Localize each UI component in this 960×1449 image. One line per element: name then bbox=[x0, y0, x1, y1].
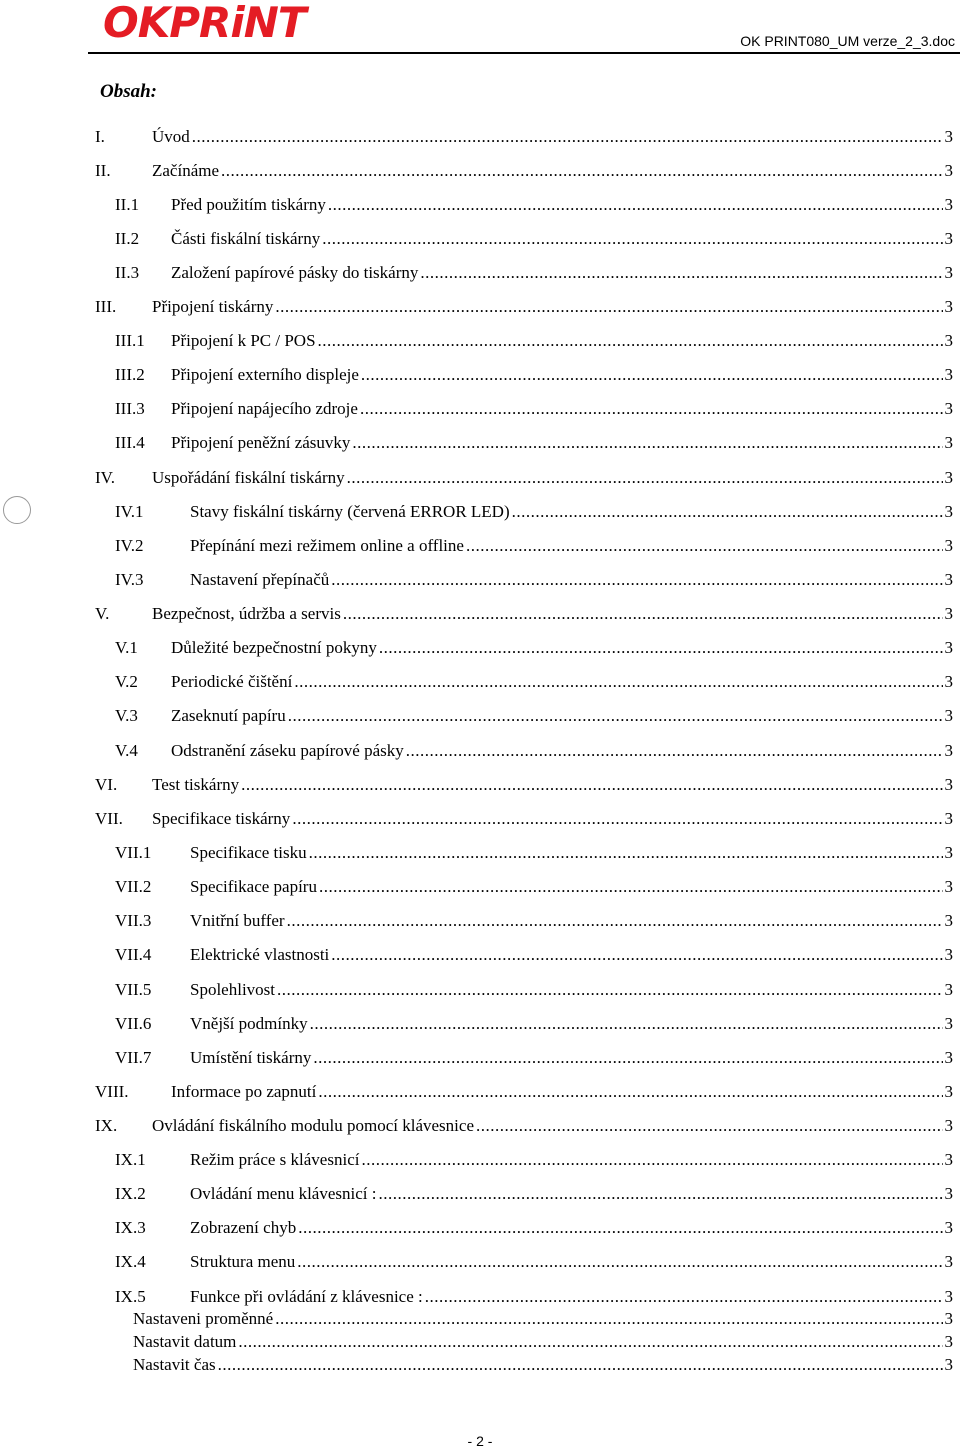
toc-dot-leader bbox=[297, 1250, 942, 1274]
toc-entry-number: III.3 bbox=[115, 399, 145, 418]
toc-entry-title: Nastavit čas bbox=[133, 1355, 216, 1374]
toc-entry-title: Před použitím tiskárny bbox=[171, 195, 326, 214]
toc-entry-number: V.2 bbox=[115, 672, 138, 691]
toc-entry[interactable] bbox=[0, 534, 960, 558]
page-number: - 2 - bbox=[467, 1433, 493, 1449]
toc-dot-leader bbox=[361, 1148, 942, 1172]
toc-entry-number: IX. bbox=[95, 1116, 118, 1135]
toc-dot-leader bbox=[352, 431, 942, 455]
toc-entry-title: Vnější podmínky bbox=[190, 1014, 308, 1033]
toc-entry-number: V.1 bbox=[115, 638, 138, 657]
toc-entry[interactable] bbox=[0, 875, 960, 899]
toc-entry-title: Nastavení přepínačů bbox=[190, 570, 330, 589]
toc-entry[interactable] bbox=[0, 909, 960, 933]
toc-entry-title: Připojení tiskárny bbox=[152, 297, 274, 316]
toc-dot-leader bbox=[313, 1046, 942, 1070]
toc-entry-number: IX.5 bbox=[115, 1287, 146, 1306]
toc-entry-page: 3 bbox=[944, 1184, 953, 1203]
toc-entry-title: Periodické čištění bbox=[171, 672, 293, 691]
toc-entry-page: 3 bbox=[944, 911, 953, 930]
toc-entry-title: Specifikace tiskárny bbox=[152, 809, 291, 828]
toc-entry-page: 3 bbox=[944, 1355, 953, 1374]
toc-entry-number: VI. bbox=[95, 775, 118, 794]
toc-entry-title: Umístění tiskárny bbox=[190, 1048, 312, 1067]
toc-dot-leader bbox=[466, 534, 943, 558]
toc-entry-page: 3 bbox=[944, 775, 953, 794]
toc-entry[interactable] bbox=[0, 841, 960, 865]
toc-entry[interactable] bbox=[0, 1353, 960, 1377]
toc-entry-number: VII.3 bbox=[115, 911, 152, 930]
toc-entry-number: V.3 bbox=[115, 706, 138, 725]
toc-entry-page: 3 bbox=[944, 1014, 953, 1033]
toc-dot-leader bbox=[275, 295, 942, 319]
toc-entry-title: Důležité bezpečnostní pokyny bbox=[171, 638, 377, 657]
toc-entry-number: VII.1 bbox=[115, 843, 152, 862]
toc-dot-leader bbox=[361, 363, 943, 387]
toc-dot-leader bbox=[287, 909, 943, 933]
toc-entry-title: Test tiskárny bbox=[152, 775, 240, 794]
toc-dot-leader bbox=[192, 125, 943, 149]
toc-heading: Obsah: bbox=[100, 81, 158, 102]
toc-entry-page: 3 bbox=[944, 604, 953, 623]
toc-entry-number: V. bbox=[95, 604, 110, 623]
toc-dot-leader bbox=[319, 875, 943, 899]
logo-ok-text: OK bbox=[103, 0, 170, 47]
toc-entry-title: Úvod bbox=[152, 127, 190, 146]
toc-entry-page: 3 bbox=[944, 1309, 953, 1328]
toc-entry[interactable] bbox=[0, 1012, 960, 1036]
toc-entry-number: III.4 bbox=[115, 433, 145, 452]
toc-entry[interactable] bbox=[0, 1307, 960, 1331]
toc-entry-title: Spolehlivost bbox=[190, 980, 276, 999]
toc-entry-title: Připojení peněžní zásuvky bbox=[171, 433, 351, 452]
toc-entry-title: Přepínání mezi režimem online a offline bbox=[190, 536, 464, 555]
toc-entry[interactable] bbox=[0, 500, 960, 524]
toc-entry-page: 3 bbox=[944, 502, 953, 521]
toc-dot-leader bbox=[322, 227, 942, 251]
toc-entry[interactable] bbox=[0, 1148, 960, 1172]
toc-entry-page: 3 bbox=[944, 809, 953, 828]
toc-entry-number: IX.1 bbox=[115, 1150, 146, 1169]
toc-dot-leader bbox=[288, 704, 943, 728]
toc-entry-page: 3 bbox=[944, 877, 953, 896]
toc-entry-number: II.3 bbox=[115, 263, 140, 282]
toc-entry-number: IX.3 bbox=[115, 1218, 146, 1237]
toc-entry[interactable] bbox=[0, 670, 960, 694]
toc-entry[interactable] bbox=[0, 261, 960, 285]
toc-entry-title: Funkce při ovládání z klávesnice : bbox=[190, 1287, 423, 1306]
toc-entry-number: IX.2 bbox=[115, 1184, 146, 1203]
toc-dot-leader bbox=[318, 1080, 942, 1104]
toc-entry[interactable] bbox=[0, 295, 960, 319]
toc-entry[interactable] bbox=[0, 602, 960, 626]
toc-entry[interactable] bbox=[0, 739, 960, 763]
toc-dot-leader bbox=[275, 1307, 942, 1331]
toc-entry-page: 3 bbox=[944, 1116, 953, 1135]
toc-entry-page: 3 bbox=[944, 536, 953, 555]
toc-entry-title: Připojení externího displeje bbox=[171, 365, 359, 384]
toc-dot-leader bbox=[298, 1216, 942, 1240]
toc-entry[interactable] bbox=[0, 1080, 960, 1104]
toc-entry-page: 3 bbox=[944, 706, 953, 725]
toc-entry-page: 3 bbox=[944, 468, 953, 487]
toc-entry-title: Založení papírové pásky do tiskárny bbox=[171, 263, 419, 282]
toc-entry-page: 3 bbox=[944, 297, 953, 316]
toc-entry-title: Bezpečnost, údržba a servis bbox=[152, 604, 341, 623]
toc-entry-page: 3 bbox=[944, 365, 953, 384]
toc-entry-title: Části fiskální tiskárny bbox=[171, 229, 321, 248]
toc-entry-number: II. bbox=[95, 161, 111, 180]
toc-entry-page: 3 bbox=[944, 331, 953, 350]
toc-entry[interactable] bbox=[0, 397, 960, 421]
toc-entry-page: 3 bbox=[944, 741, 953, 760]
toc-entry-title: Uspořádání fiskální tiskárny bbox=[152, 468, 345, 487]
toc-entry-page: 3 bbox=[944, 229, 953, 248]
toc-entry[interactable] bbox=[0, 1114, 960, 1138]
toc-entry[interactable] bbox=[0, 978, 960, 1002]
toc-dot-leader bbox=[218, 1353, 943, 1377]
toc-entry-page: 3 bbox=[944, 195, 953, 214]
toc-entry[interactable] bbox=[0, 1182, 960, 1206]
toc-entry[interactable] bbox=[0, 431, 960, 455]
toc-dot-leader bbox=[343, 602, 943, 626]
toc-entry[interactable] bbox=[0, 363, 960, 387]
toc-entry[interactable] bbox=[0, 943, 960, 967]
toc-entry[interactable] bbox=[0, 568, 960, 592]
toc-dot-leader bbox=[221, 159, 942, 183]
toc-entry[interactable] bbox=[0, 329, 960, 353]
toc-entry-title: Zaseknutí papíru bbox=[171, 706, 286, 725]
toc-entry-title: Vnitřní buffer bbox=[190, 911, 285, 930]
toc-entry[interactable] bbox=[0, 1250, 960, 1274]
toc-entry-title: Režim práce s klávesnicí bbox=[190, 1150, 360, 1169]
toc-dot-leader bbox=[331, 568, 942, 592]
toc-entry-page: 3 bbox=[944, 1252, 953, 1271]
logo-print-text: PRiNT bbox=[169, 0, 306, 47]
toc-entry-page: 3 bbox=[944, 672, 953, 691]
toc-entry-number: III. bbox=[95, 297, 117, 316]
toc-entry-number: VII. bbox=[95, 809, 123, 828]
document-filename: OK PRINT080_UM verze_2_3.doc bbox=[740, 33, 955, 49]
toc-entry-number: I. bbox=[95, 127, 105, 146]
toc-entry[interactable] bbox=[0, 1285, 960, 1309]
header-divider bbox=[88, 52, 960, 54]
toc-entry-title: Elektrické vlastnosti bbox=[190, 945, 330, 964]
toc-entry-title: Začínáme bbox=[152, 161, 220, 180]
toc-entry-number: IV.2 bbox=[115, 536, 144, 555]
toc-dot-leader bbox=[292, 807, 942, 831]
toc-entry-page: 3 bbox=[944, 399, 953, 418]
page-header bbox=[0, 0, 960, 56]
toc-entry-page: 3 bbox=[944, 945, 953, 964]
toc-entry-title: Informace po zapnutí bbox=[171, 1082, 317, 1101]
toc-entry-page: 3 bbox=[944, 1332, 953, 1351]
toc-entry-page: 3 bbox=[944, 263, 953, 282]
toc-dot-leader bbox=[425, 1285, 943, 1309]
toc-entry-number: VII.4 bbox=[115, 945, 152, 964]
toc-entry-page: 3 bbox=[944, 1287, 953, 1306]
toc-entry-page: 3 bbox=[944, 1048, 953, 1067]
toc-entry-page: 3 bbox=[944, 570, 953, 589]
toc-entry-number: II.2 bbox=[115, 229, 140, 248]
toc-entry[interactable] bbox=[0, 773, 960, 797]
toc-dot-leader bbox=[328, 193, 943, 217]
toc-entry-number: IV.1 bbox=[115, 502, 144, 521]
toc-entry-number: III.1 bbox=[115, 331, 145, 350]
toc-entry[interactable] bbox=[0, 704, 960, 728]
toc-dot-leader bbox=[241, 773, 942, 797]
toc-dot-leader bbox=[420, 261, 942, 285]
toc-entry-title: Stavy fiskální tiskárny (červená ERROR LED) bbox=[190, 502, 510, 521]
toc-dot-leader bbox=[512, 500, 943, 524]
toc-dot-leader bbox=[331, 943, 942, 967]
toc-entry-page: 3 bbox=[944, 638, 953, 657]
toc-entry-page: 3 bbox=[944, 127, 953, 146]
toc-entry[interactable] bbox=[0, 159, 960, 183]
toc-entry-page: 3 bbox=[944, 1082, 953, 1101]
toc-entry[interactable] bbox=[0, 193, 960, 217]
toc-entry-page: 3 bbox=[944, 843, 953, 862]
toc-dot-leader bbox=[277, 978, 942, 1002]
toc-entry-title: Zobrazení chyb bbox=[190, 1218, 297, 1237]
toc-entry-page: 3 bbox=[944, 1150, 953, 1169]
toc-entry-number: II.1 bbox=[115, 195, 140, 214]
toc-dot-leader bbox=[476, 1114, 943, 1138]
toc-entry-title: Struktura menu bbox=[190, 1252, 296, 1271]
toc-dot-leader bbox=[309, 841, 943, 865]
toc-entry-title: Nastavit datum bbox=[133, 1332, 237, 1351]
toc-entry-page: 3 bbox=[944, 161, 953, 180]
toc-entry-title: Specifikace papíru bbox=[190, 877, 317, 896]
toc-entry-page: 3 bbox=[944, 1218, 953, 1237]
toc-entry-number: VII.5 bbox=[115, 980, 152, 999]
toc-entry-number: III.2 bbox=[115, 365, 145, 384]
okprint-logo bbox=[103, 0, 306, 46]
toc-dot-leader bbox=[318, 329, 943, 353]
toc-entry-number: VII.7 bbox=[115, 1048, 152, 1067]
toc-entry[interactable] bbox=[0, 125, 960, 149]
toc-entry-number: IV.3 bbox=[115, 570, 144, 589]
toc-entry-title: Nastaveni proměnné bbox=[133, 1309, 274, 1328]
toc-entry-number: IV. bbox=[95, 468, 115, 487]
toc-dot-leader bbox=[406, 739, 943, 763]
toc-dot-leader bbox=[379, 636, 943, 660]
toc-dot-leader bbox=[294, 670, 942, 694]
toc-entry-title: Odstranění záseku papírové pásky bbox=[171, 741, 404, 760]
toc-entry[interactable] bbox=[0, 227, 960, 251]
toc-entry[interactable] bbox=[0, 1330, 960, 1354]
toc-entry[interactable] bbox=[0, 1046, 960, 1070]
toc-entry-page: 3 bbox=[944, 433, 953, 452]
toc-entry-number: V.4 bbox=[115, 741, 138, 760]
toc-entry-number: VIII. bbox=[95, 1082, 129, 1101]
toc-entry-page: 3 bbox=[944, 980, 953, 999]
toc-entry-title: Specifikace tisku bbox=[190, 843, 307, 862]
toc-entry-number: VII.2 bbox=[115, 877, 152, 896]
toc-entry[interactable] bbox=[0, 636, 960, 660]
toc-entry[interactable] bbox=[0, 466, 960, 490]
toc-entry-title: Připojení k PC / POS bbox=[171, 331, 316, 350]
toc-entry[interactable] bbox=[0, 1216, 960, 1240]
toc-entry-number: VII.6 bbox=[115, 1014, 152, 1033]
toc-dot-leader bbox=[238, 1330, 942, 1354]
toc-entry-title: Ovládání menu klávesnicí : bbox=[190, 1184, 377, 1203]
toc-dot-leader bbox=[378, 1182, 942, 1206]
toc-entry[interactable] bbox=[0, 807, 960, 831]
toc-entry-number: IX.4 bbox=[115, 1252, 146, 1271]
toc-dot-leader bbox=[360, 397, 943, 421]
toc-dot-leader bbox=[347, 466, 943, 490]
toc-dot-leader bbox=[310, 1012, 943, 1036]
toc-entry-title: Ovládání fiskálního modulu pomocí klávesnice bbox=[152, 1116, 474, 1135]
toc-entry-title: Připojení napájecího zdroje bbox=[171, 399, 358, 418]
